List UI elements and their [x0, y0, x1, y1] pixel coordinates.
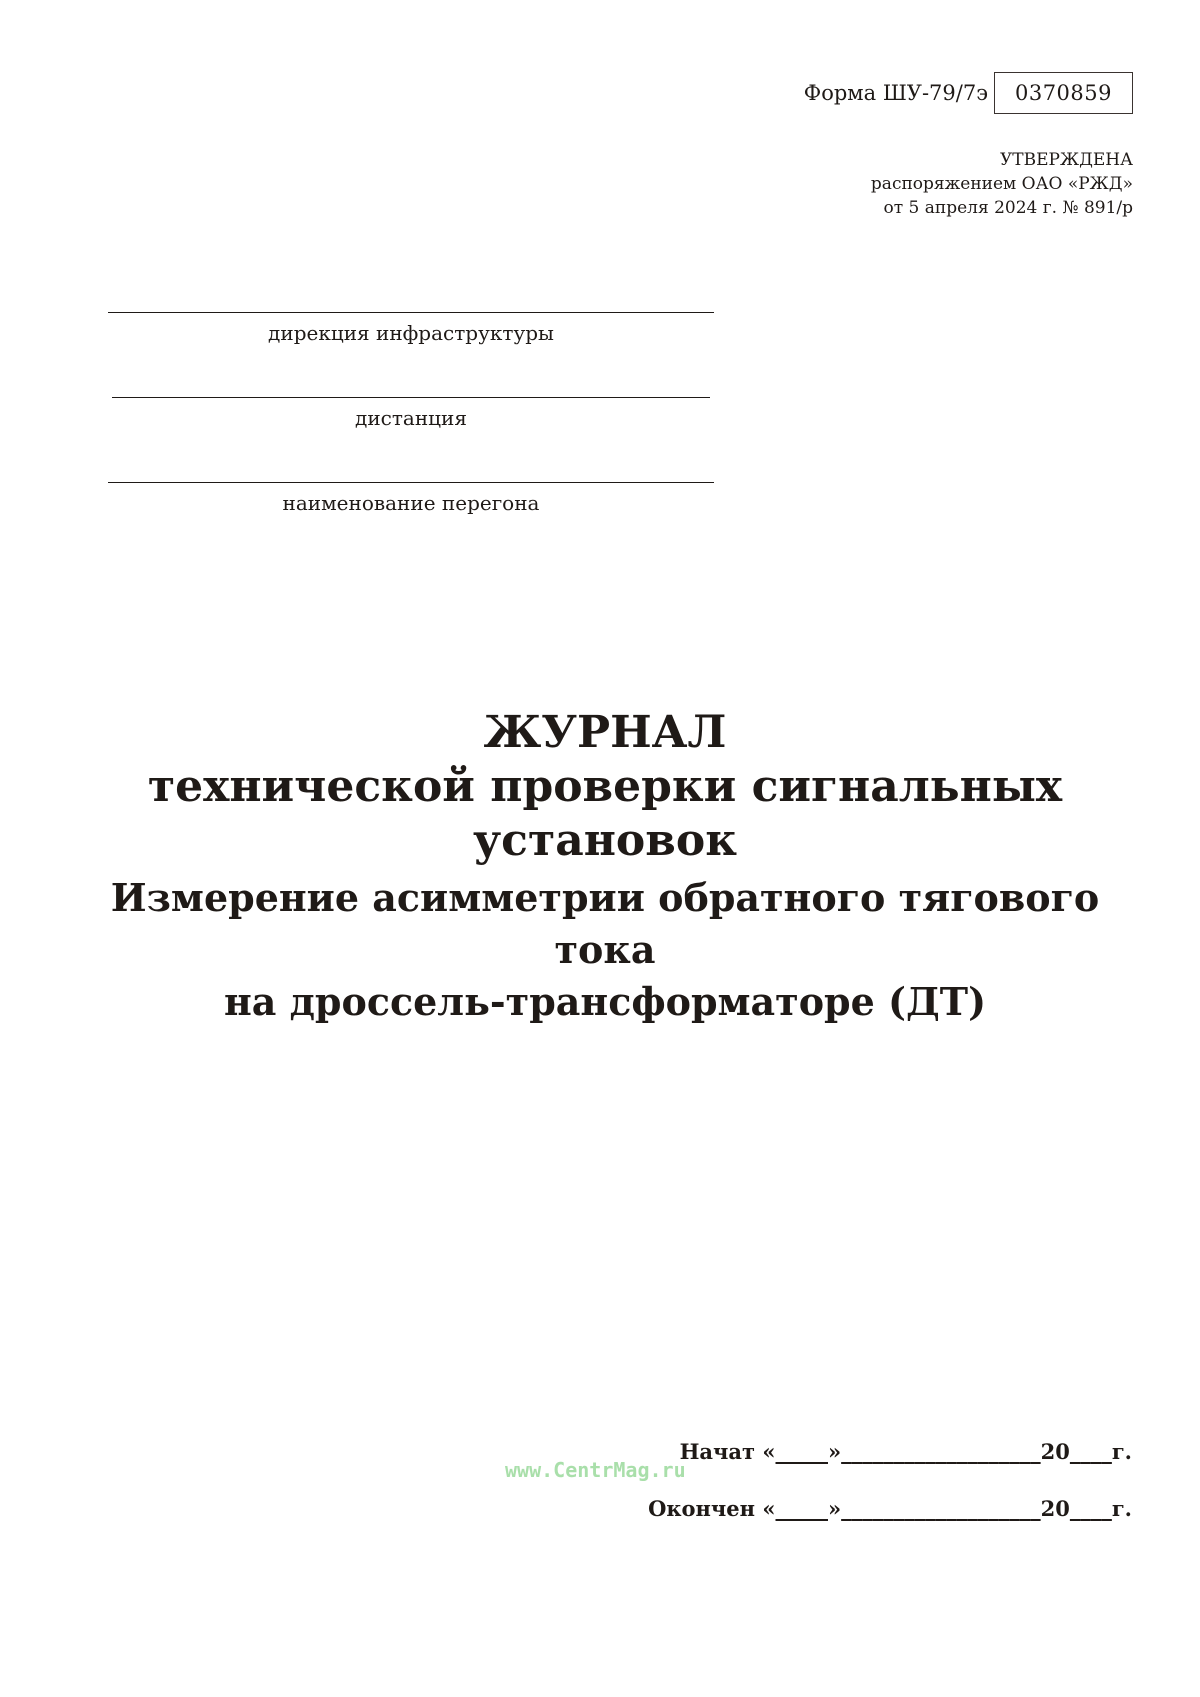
field-distance [112, 397, 710, 430]
form-label: Форма ШУ-79/7э [803, 81, 988, 105]
field-section-name [108, 482, 714, 515]
watermark: www.CentrMag.ru [505, 1458, 686, 1482]
date-block [648, 1438, 1132, 1552]
fill-line [108, 482, 714, 483]
subtitle-line-2: на дроссель-трансформаторе (ДТ) [223, 979, 987, 1024]
field-caption: дирекция инфраструктуры [268, 321, 554, 345]
started-date: Начат «_____»___________________20____г. [679, 1439, 1132, 1464]
approval-line-3: от 5 апреля 2024 г. № 891/р [883, 198, 1133, 218]
subtitle-line-1: Измерение асимметрии обратного тягового тока [110, 875, 1100, 972]
title-line-2: технической проверки сигнальных [147, 761, 1063, 812]
field-infrastructure-directorate [108, 312, 714, 345]
title-line-3: установок [473, 815, 737, 866]
fill-line [108, 312, 714, 313]
approval-block [871, 148, 1133, 220]
field-caption: наименование перегона [282, 491, 540, 515]
field-caption: дистанция [355, 406, 467, 430]
document-title [80, 706, 1130, 1028]
approval-line-2: распоряжением ОАО «РЖД» [870, 174, 1133, 194]
form-header [804, 72, 1133, 114]
ended-date: Окончен «_____»___________________20____г. [648, 1496, 1132, 1521]
form-number-box: 0370859 [994, 72, 1133, 114]
approval-line-1: УТВЕРЖДЕНА [1000, 150, 1133, 170]
fill-line [112, 397, 710, 398]
title-line-1: ЖУРНАЛ [483, 707, 727, 758]
